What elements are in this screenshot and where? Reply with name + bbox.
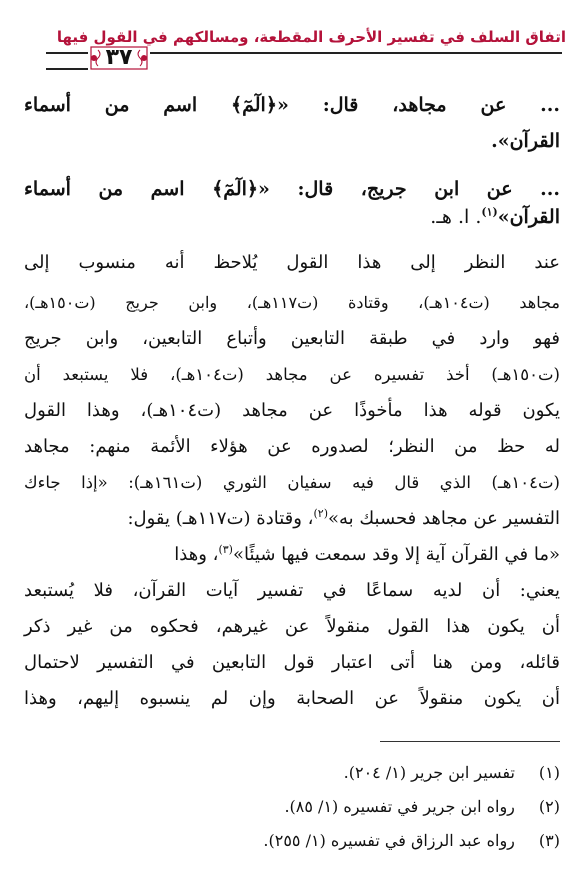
footnote-marker[interactable]: (١) <box>481 205 498 219</box>
text-line: ... عن مجاهد، قال: «﴿الٓمٓ﴾ اسم من أسماء <box>24 94 560 116</box>
footnote-text: تفسير ابن جرير (١/ ٢٠٤). <box>343 763 515 782</box>
text-line: له حظ من النظر؛ لصدوره عن هؤلاء الأئمة منهم: مجاهد <box>24 436 560 457</box>
footnote-item <box>24 758 560 788</box>
footnote-number: (١) <box>538 763 560 782</box>
text-line: مجاهد (ت١٠٤هـ)، وقتادة (ت١١٧هـ)، وابن جريج (ت١٥٠هـ)، <box>24 293 561 312</box>
text-line: (ت١٠٤هـ) الذي قال فيه سفيان الثوري (ت١٦١هـ): «إذا جاءك <box>24 473 560 492</box>
footnote-item <box>24 792 560 822</box>
text-line: (ت١٥٠هـ) أخذ تفسيره عن مجاهد (ت١٠٤هـ)، فلا يستبعد أن <box>24 365 560 384</box>
main-text <box>24 0 560 740</box>
text-line: يكون قوله هذا مأخوذًا عن مجاهد (ت١٠٤هـ)، وهذا القول <box>24 400 560 421</box>
page-number: ٣٧ <box>105 45 133 70</box>
footnote-marker[interactable]: (٢) <box>313 507 328 520</box>
text-line: عند النظر إلى هذا القول يُلاحظ أنه منسوب إلى <box>24 252 560 273</box>
footnote-divider <box>380 741 560 742</box>
footnote-item <box>24 826 560 856</box>
text-line: التفسير عن مجاهد فحسبك به»$^{(٢)}$، وقتادة (ت١١٧هـ) يقول: <box>127 507 560 529</box>
footnote-marker[interactable]: (٣) <box>218 543 233 556</box>
footnote-number: (٢) <box>538 797 560 816</box>
text-line: «ما في القرآن آية إلا وقد سمعت فيها شيئًا»$^{(٣)}$، وهذا <box>174 543 560 565</box>
running-title: اتفاق السلف في تفسير الأحرف المقطعة، ومسالكهم في القول فيها <box>56 28 566 46</box>
text-line: فهو وارد في طبقة التابعين وأتباع التابعين، وابن جريج <box>24 328 560 349</box>
footnote-text: رواه عبد الرزاق في تفسيره (١/ ٢٥٥). <box>263 831 515 850</box>
text-line: ... عن ابن جريج، قال: «﴿الٓمٓ﴾ اسم من أسماء <box>24 178 560 200</box>
text-line: القرآن». <box>491 130 560 152</box>
footnote-text: رواه ابن جرير في تفسيره (١/ ٨٥). <box>284 797 515 816</box>
footnote-number: (٣) <box>538 831 560 850</box>
text-line: أن يكون منقولاً عن الصحابة وإن لم ينسبوه إليهم، وهذا <box>24 688 560 709</box>
text-line: يعني: أن لديه سماعًا في تفسير آيات القرآن، فلا يُستبعد <box>24 580 560 601</box>
text-line: قائله، ومن هنا أتى اعتبار قول التابعين في التفسير لاحتمال <box>24 652 560 673</box>
text-line: أن يكون هذا القول منقولاً عن غيرهم، فحكوه من غير ذكر <box>24 616 560 637</box>
text-line: القرآن»$^{(١)}$. ا. هـ. <box>430 205 560 228</box>
